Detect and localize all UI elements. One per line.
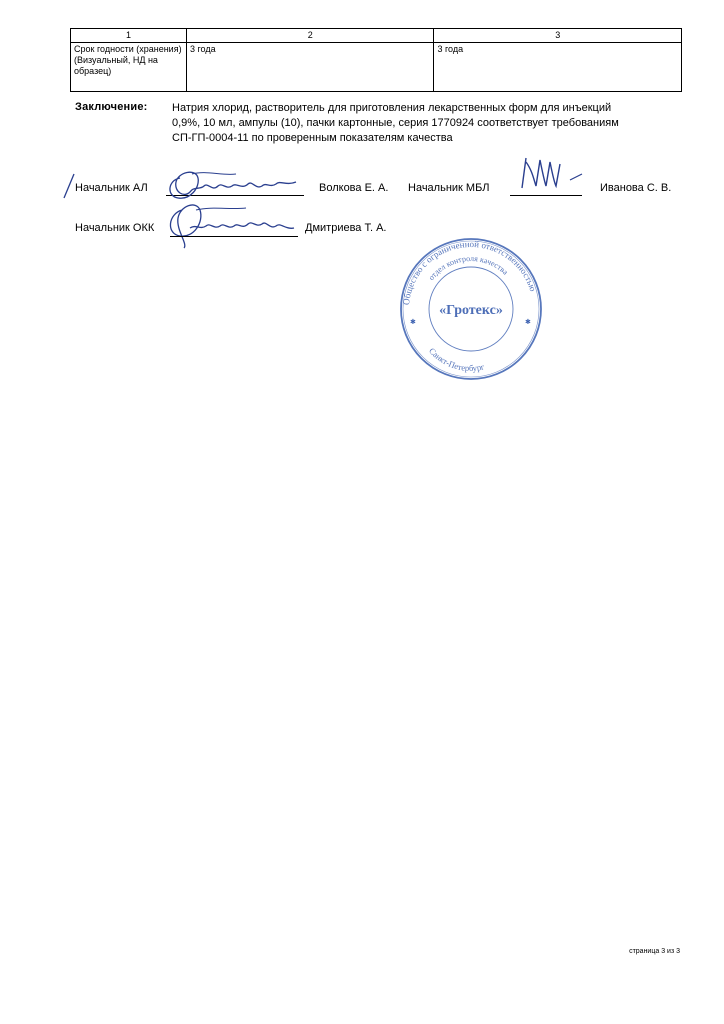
table-header-cell: 2 <box>186 29 434 43</box>
okk-name: Дмитриева Т. А. <box>305 222 387 234</box>
conclusion-line: СП-ГП-0004-11 по проверенным показателям качества <box>172 132 453 144</box>
stamp-bottom-text: Санкт-Петербург <box>427 345 486 374</box>
al-title: Начальник АЛ <box>75 182 148 194</box>
page-number: страница 3 из 3 <box>629 948 680 955</box>
stamp-center-text: «Гротекс» <box>439 303 503 318</box>
mbl-title: Начальник МБЛ <box>408 182 490 194</box>
okk-signature-line <box>170 236 298 237</box>
table-header-cell: 3 <box>434 29 682 43</box>
company-stamp <box>398 236 544 382</box>
stamp-outer-text: Общество с ограниченной ответственностью <box>401 238 539 306</box>
mbl-signature <box>512 152 592 196</box>
stamp-inner-text: отдел контроля качества <box>426 253 510 283</box>
conclusion-label: Заключение: <box>75 101 148 113</box>
table-row <box>71 43 682 92</box>
result-cell: 3 года <box>434 43 682 92</box>
okk-title: Начальник ОКК <box>75 222 155 234</box>
table-header-row <box>71 29 682 43</box>
mbl-name: Иванова С. В. <box>600 182 672 194</box>
stamp-star-icon: ✱ <box>410 319 416 326</box>
conclusion-line: Натрия хлорид, растворитель для приготовления лекарственных форм для инъекций <box>172 102 612 114</box>
okk-signature <box>160 200 300 250</box>
parameter-cell: Срок годности (хранения) (Визуальный, НД на образец) <box>71 43 187 92</box>
quality-table <box>70 28 682 92</box>
conclusion-line: 0,9%, 10 мл, ампулы (10), пачки картонные, серия 1770924 соответствует требованиям <box>172 117 619 129</box>
norm-cell: 3 года <box>186 43 434 92</box>
stamp-star-icon: ✱ <box>525 319 531 326</box>
table-header-cell: 1 <box>71 29 187 43</box>
al-name: Волкова Е. А. <box>319 182 389 194</box>
conclusion-text <box>172 101 692 146</box>
